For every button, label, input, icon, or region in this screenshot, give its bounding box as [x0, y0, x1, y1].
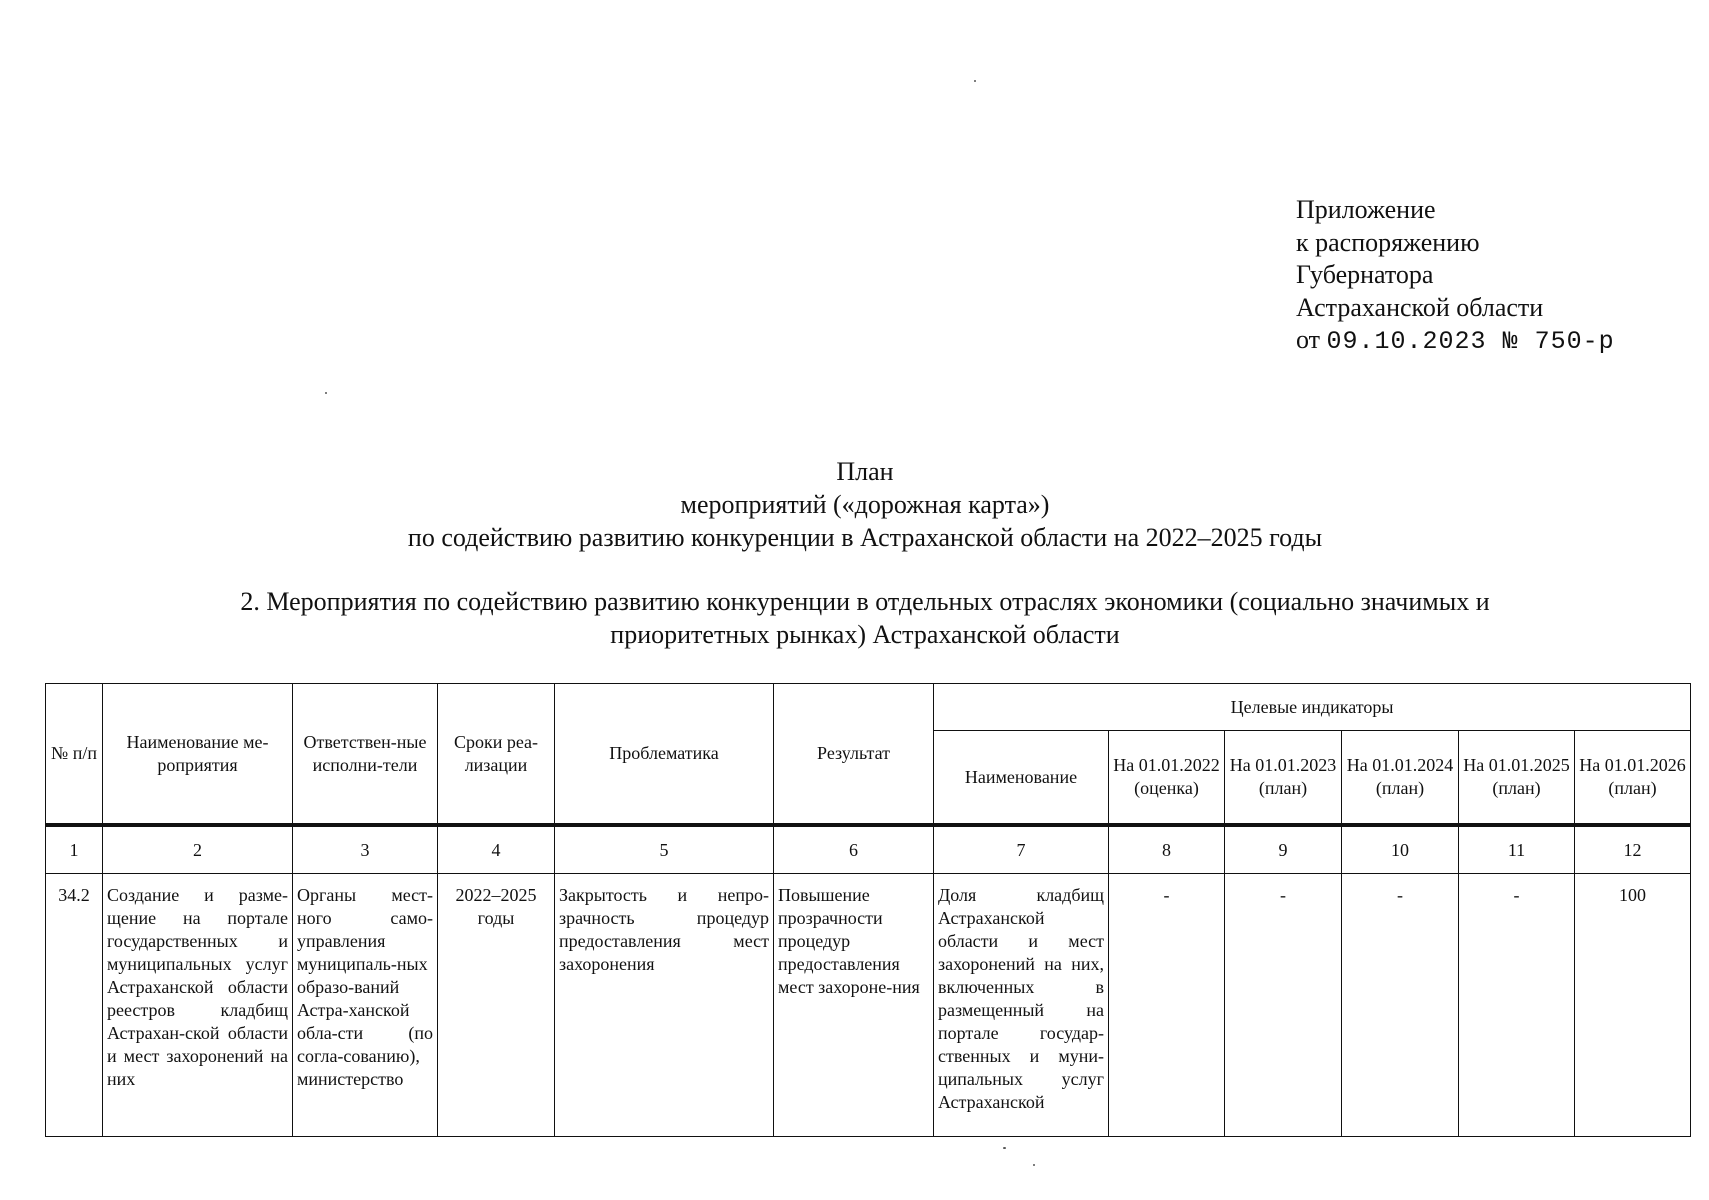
- annex-block: [1296, 194, 1615, 359]
- column-number: 5: [555, 825, 774, 874]
- title-line: План: [836, 457, 894, 486]
- column-number: 9: [1225, 825, 1342, 874]
- column-number: 3: [293, 825, 438, 874]
- row-problem: Закрытость и непро-зрачность процедур предоставления мест захоронения: [555, 874, 774, 1137]
- column-number: 4: [438, 825, 555, 874]
- header-2023: На 01.01.2023 (план): [1225, 731, 1342, 826]
- annex-line: Губернатора: [1296, 260, 1434, 289]
- annex-date-prefix: от: [1296, 325, 1321, 354]
- header-indicator-name: Наименование: [934, 731, 1109, 826]
- document-title: [0, 455, 1709, 554]
- row-indicator-name: Доля кладбищ Астраханской области и мест захоронений на них, включенных в размещенный на портале государ-ственных и муни-ципальных услуг Астраханской: [934, 874, 1109, 1137]
- row-terms: 2022–2025 годы: [438, 874, 555, 1137]
- scan-speck: [1003, 1147, 1006, 1149]
- header-name: Наименование ме-роприятия: [103, 684, 293, 826]
- header-num: № п/п: [46, 684, 103, 826]
- column-number: 1: [46, 825, 103, 874]
- row-2025: -: [1459, 874, 1575, 1137]
- column-number: 2: [103, 825, 293, 874]
- row-2024: -: [1342, 874, 1459, 1137]
- column-number: 6: [774, 825, 934, 874]
- header-result: Результат: [774, 684, 934, 826]
- column-number-row: [46, 825, 1691, 874]
- row-2022: -: [1109, 874, 1225, 1137]
- annex-date-number: 09.10.2023 № 750-р: [1326, 327, 1615, 356]
- title-line: по содействию развитию конкуренции в Астраханской области на 2022–2025 годы: [407, 523, 1323, 552]
- header-2026: На 01.01.2026 (план): [1575, 731, 1691, 826]
- header-2024: На 01.01.2024 (план): [1342, 731, 1459, 826]
- header-2022: На 01.01.2022 (оценка): [1109, 731, 1225, 826]
- section-title: 2. Мероприятия по содействию развитию конкуренции в отдельных отраслях экономики (социально значимых и приоритетных рынках) Астраханской области: [240, 587, 1490, 649]
- plan-table: [45, 683, 1691, 1137]
- scan-speck: [325, 392, 327, 394]
- row-executors: Органы мест-ного само-управления муниципаль-ных образо-ваний Астра-ханской обла-сти (по согла-сованию), министерство: [293, 874, 438, 1137]
- column-number: 7: [934, 825, 1109, 874]
- header-indicators: Целевые индикаторы: [934, 684, 1691, 731]
- header-2025: На 01.01.2025 (план): [1459, 731, 1575, 826]
- row-name: Создание и разме-щение на портале государственных и муниципальных услуг Астраханской области реестров кладбищ Астрахан-ской области и мест захоронений на них: [103, 874, 293, 1137]
- annex-line: Приложение: [1296, 195, 1436, 224]
- table-row: [46, 874, 1691, 1137]
- header-terms: Сроки реа-лизации: [438, 684, 555, 826]
- row-num: 34.2: [46, 874, 103, 1137]
- title-line: мероприятий («дорожная карта»): [680, 490, 1050, 519]
- scan-speck: [974, 80, 976, 82]
- row-result: Повышение прозрачности процедур предоставления мест захороне-ния: [774, 874, 934, 1137]
- annex-line: к распоряжению: [1296, 227, 1480, 257]
- scan-speck: [1033, 1164, 1035, 1166]
- annex-line: Астраханской области: [1296, 292, 1544, 322]
- header-executors: Ответствен-ные исполни-тели: [293, 684, 438, 826]
- column-number: 12: [1575, 825, 1691, 874]
- annex-date-line: [1296, 324, 1615, 359]
- row-2026: 100: [1575, 874, 1691, 1137]
- row-2023: -: [1225, 874, 1342, 1137]
- header-problem: Проблематика: [555, 684, 774, 826]
- column-number: 8: [1109, 825, 1225, 874]
- column-number: 11: [1459, 825, 1575, 874]
- column-number: 10: [1342, 825, 1459, 874]
